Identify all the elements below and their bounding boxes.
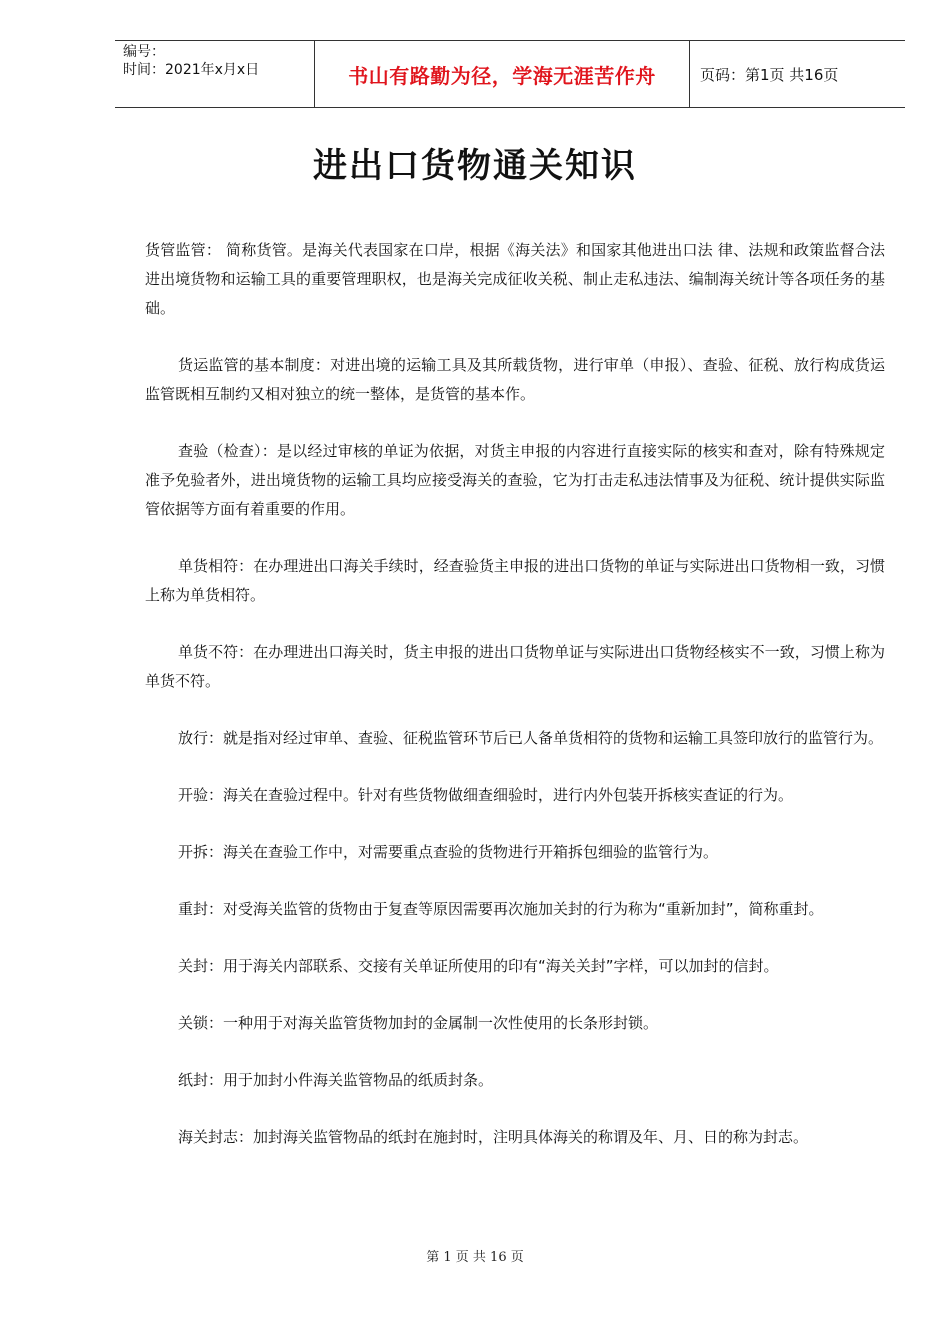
document-body [145,236,885,1180]
paragraph-chongfeng: 重封：对受海关监管的货物由于复查等原因需要再次施加关封的行为称为“重新加封”，简称重封。 [178,900,824,918]
paragraph-guanfeng: 关封：用于海关内部联系、交接有关单证所使用的印有“海关关封”字样，可以加封的信封。 [178,957,779,975]
paragraph-chayan: 查验（检查）：是以经过审核的单证为依据，对货主申报的内容进行直接实际的核实和查对，除有特殊规定准予免验者外，进出境货物的运输工具均应接受海关的查验，它为打击走私违法情事及为征税、统计提供实际监管依据等方面有着重要的作用。 [145,442,885,518]
header-motto-cell [315,41,690,107]
header-meta-cell [115,41,315,107]
paragraph-danhuo-bufu: 单货不符：在办理进出口海关时，货主申报的进出口货物单证与实际进出口货物经核实不一致，习惯上称为单货不符。 [145,643,885,690]
page-footer: 第 1 页 共 16 页 [426,1250,524,1265]
paragraph-huoguan: 货管监管： 简称货管。是海关代表国家在口岸，根据《海关法》和国家其他进出口法 律、法规和政策监督合法进出境货物和运输工具的重要管理职权，也是海关完成征收关税、制止走私违法、编制海关统计等各项任务的基础。 [145,241,885,317]
document-title: 进出口货物通关知识 [313,146,637,186]
paragraph-huoyun: 货运监管的基本制度：对进出境的运输工具及其所载货物，进行审单（申报）、查验、征税、放行构成货运监管既相互制约又相对独立的统一整体，是货管的基本作。 [145,356,885,403]
paragraph-guansuo: 关锁：一种用于对海关监管货物加封的金属制一次性使用的长条形封锁。 [178,1014,659,1032]
paragraph-kaichai: 开拆：海关在查验工作中，对需要重点查验的货物进行开箱拆包细验的监管行为。 [178,843,719,861]
paragraph-kaiyan: 开验：海关在查验过程中。针对有些货物做细查细验时，进行内外包装开拆核实查证的行为。 [178,786,794,804]
paragraph-haiguan-fengzhi: 海关封志：加封海关监管物品的纸封在施封时，注明具体海关的称谓及年、月、日的称为封志。 [178,1128,809,1146]
page-label: 页码：第1页 共16页 [700,65,839,84]
document-header [115,40,905,108]
paragraph-danhuo-xiangfu: 单货相符：在办理进出口海关手续时，经查验货主申报的进出口货物的单证与实际进出口货物相一致，习惯上称为单货相符。 [145,557,885,604]
number-label: 编号： [123,44,165,60]
paragraph-fangxing: 放行：就是指对经过审单、查验、征税监管环节后已人备单货相符的货物和运输工具签印放行的监管行为。 [178,729,884,747]
motto-text: 书山有路勤为径，学海无涯苦作舟 [348,63,656,88]
time-label: 时间：2021年x月x日 [123,62,260,78]
paragraph-zhifeng: 纸封：用于加封小件海关监管物品的纸质封条。 [178,1071,494,1089]
header-page-cell [690,41,905,107]
